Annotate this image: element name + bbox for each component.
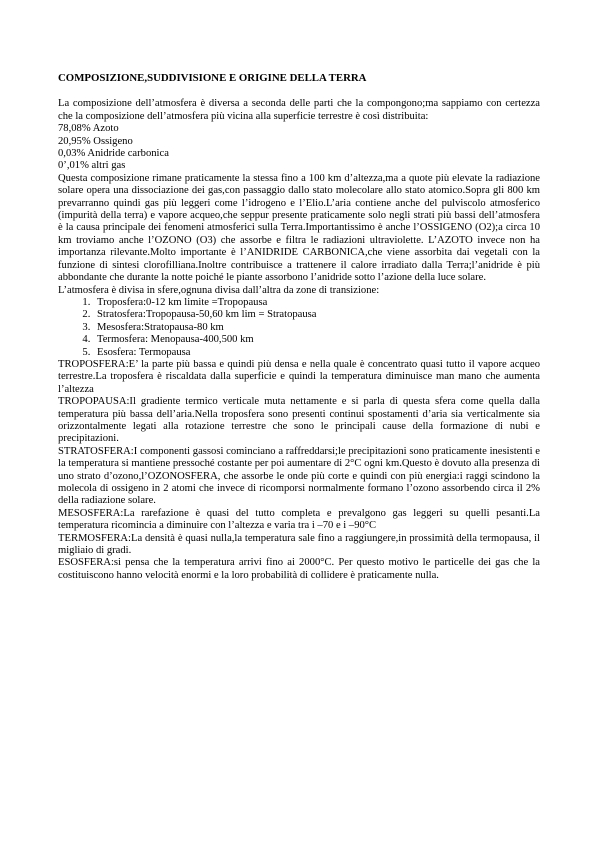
troposfera-paragraph: TROPOSFERA:E’ la parte più bassa e quindi più densa e nella quale è concentrato quasi tutto il vapore acqueo terrestre.La troposfera è riscaldata dalla superficie e quindi la temperatura diminuisce man mano che aumenta l’altezza xyxy=(58,358,540,395)
composition-paragraph: Questa composizione rimane praticamente la stessa fino a 100 km d’altezza,ma a quote più elevate la radiazione solare opera una dissociazione dei gas,con passaggio dallo stato molecolare allo stato atomico.Sopra gli 800 km prevarranno quindi gas più leggeri come l’idrogeno e l’Elio.L’aria contiene anche del pulviscolo atmosferico (impurità della terra) e vapore acqueo,che seppur presente praticamente solo negli strati più bassi dell’atmosfera è la causa principale dei fenomeni atmosferici sulla Terra.Importantissimo è anche l’OSSIGENO (O2);a circa 10 km troviamo anche l’OZONO (O3) che assorbe e filtra le radiazioni ultraviolette. L’AZOTO invece non ha importanza rilevante.Molto importante è l’ANIDRIDE CARBONICA,che viene assorbita dai vegetali con la funzione di sintesi clorofilliana.Inoltre contribuisce a trattenere il calore irradiato dalla Terra;l’anidride è più abbondante che durante la notte poiché le piante assorbono l’anidride sotto l’azione della luce solare. xyxy=(58,172,540,284)
sphere-item: 1. Troposfera:0-12 km limite =Tropopausa xyxy=(93,297,540,309)
composition-item: 0,03% Anidride carbonica xyxy=(58,148,169,160)
composition-item: 0’,01% altri gas xyxy=(58,160,126,172)
sphere-item: 4. Termosfera: Menopausa-400,500 km xyxy=(93,334,540,346)
termosfera-paragraph: TERMOSFERA:La densità è quasi nulla,la temperatura sale fino a raggiungere,in prossimità della termopausa, il migliaio di gradi. xyxy=(58,532,540,557)
sphere-item: 5. Esosfera: Termopausa xyxy=(93,347,540,359)
mesosfera-paragraph: MESOSFERA:La rarefazione è quasi del tutto completa e prevalgono gas leggeri su quelli pesanti.La temperatura ricomincia a diminuire con l’altezza e varia tra i –70 e i –90°C xyxy=(58,507,540,532)
tropopausa-paragraph: TROPOPAUSA:Il gradiente termico verticale muta nettamente e si parla di questa sfera come quella dalla temperatura più bassa dell’aria.Nella troposfera sono presenti continui spostamenti d’aria sia verticalmente sia orizzontalmente legati alla rotazione terrestre che sono le principali cause della formazione di nubi e precipitazioni. xyxy=(58,396,540,445)
composition-item: 20,95% Ossigeno xyxy=(58,135,133,147)
sphere-item: 2. Stratosfera:Tropopausa-50,60 km lim = Stratopausa xyxy=(93,309,540,321)
composition-item: 78,08% Azoto xyxy=(58,123,119,135)
intro-paragraph: La composizione dell’atmosfera è diversa a seconda delle parti che la compongono;ma sappiamo con certezza che la composizione dell’atmosfera più vicina alla superficie terrestre è così distribuita: xyxy=(58,98,540,122)
sphere-item: 3. Mesosfera:Stratopausa-80 km xyxy=(93,322,540,334)
spheres-list xyxy=(58,297,540,359)
composition-list xyxy=(58,123,540,173)
stratosfera-paragraph: STRATOSFERA:I componenti gassosi cominciano a raffreddarsi;le precipitazioni sono praticamente inesistenti e la temperatura si mantiene pressoché costante per poi aumentare di 2°C ogni km.Questo è dovuto alla presenza di uno strato d’ozono,l’OZONOSFERA, che assorbe le onde più corte e quindi con più energia:i raggi scindono la molecola di ossigeno in 2 atomi che invece di ricomporsi normalmente formano l’ozono assorbendo circa il 2% della radiazione solare. xyxy=(58,445,540,507)
spheres-intro: L’atmosfera è divisa in sfere,ognuna divisa dall’altra da zone di transizione: xyxy=(58,284,380,296)
esosfera-paragraph: ESOSFERA:si pensa che la temperatura arrivi fino ai 2000°C. Per questo motivo le particelle dei gas che la costituiscono hanno velocità enormi e la loro probabilità di collidere è praticamente nulla. xyxy=(58,557,540,581)
document-title: COMPOSIZIONE,SUDDIVISIONE E ORIGINE DELLA TERRA xyxy=(58,72,367,84)
